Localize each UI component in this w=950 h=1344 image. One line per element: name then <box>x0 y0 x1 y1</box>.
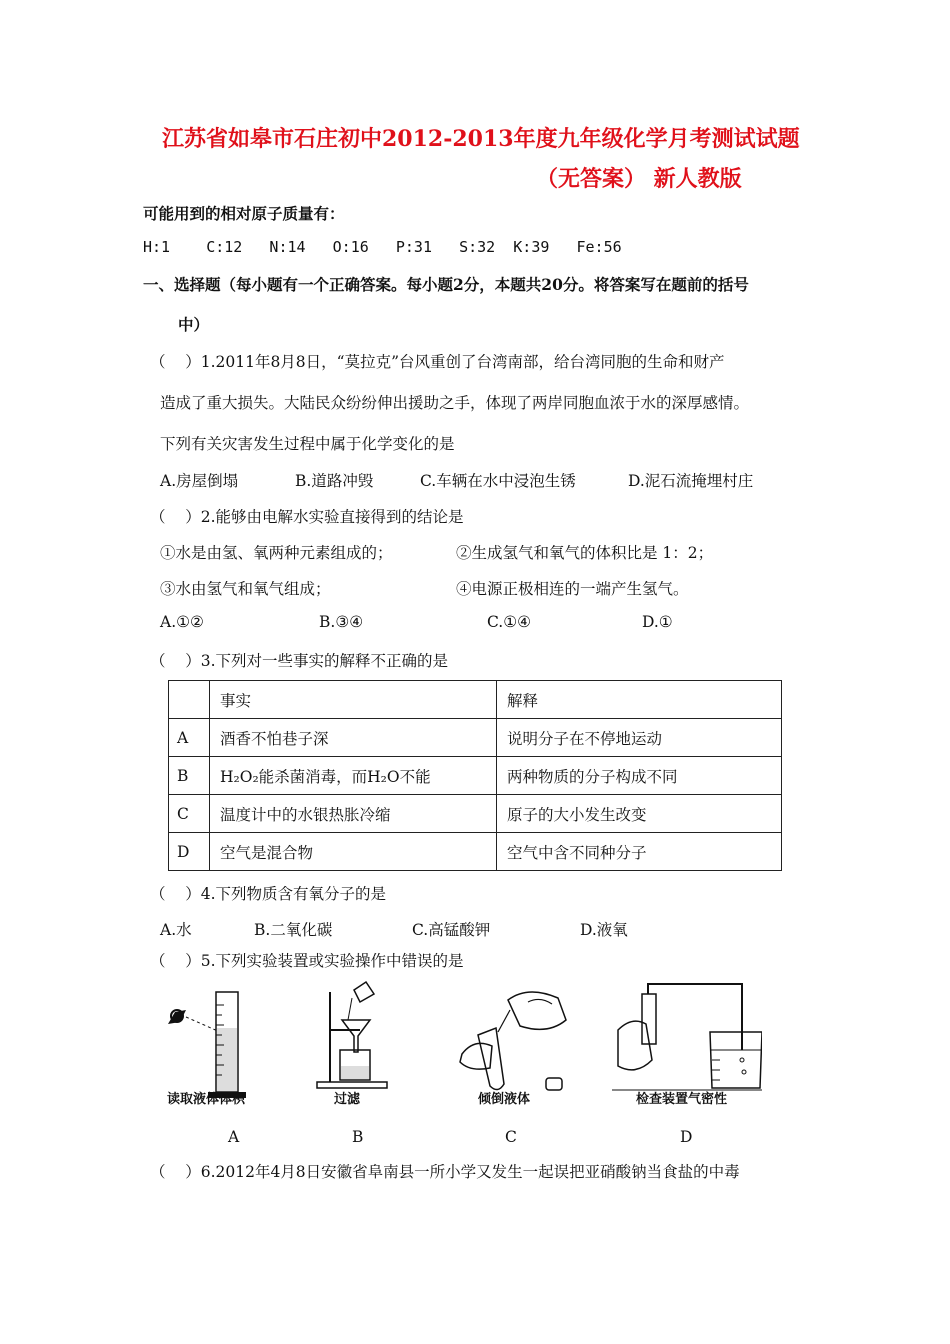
question-3-stem: （ ）3.下列对一些事实的解释不正确的是 <box>150 652 448 670</box>
question-2-statement-2: ②生成氢气和氧气的体积比是 1：2； <box>456 544 714 562</box>
figure-c-letter: C <box>505 1128 517 1146</box>
table-cell: B <box>169 757 210 795</box>
table-row <box>169 757 782 795</box>
table-cell: C <box>169 795 210 833</box>
table-cell: 酒香不怕巷子深 <box>210 719 497 757</box>
question-1-line1: （ ）1.2011年8月8日，“莫拉克”台风重创了台湾南部，给台湾同胞的生命和财产 <box>150 353 725 371</box>
section-heading-cont: 中） <box>178 315 210 334</box>
table-row <box>169 719 782 757</box>
question-1-line3: 下列有关灾害发生过程中属于化学变化的是 <box>160 435 455 453</box>
table-cell: D <box>169 833 210 871</box>
figure-a-caption: 读取液体体积 <box>167 1092 246 1107</box>
question-2-statement-3: ③水由氢气和氧气组成； <box>160 580 331 598</box>
question-1-option-c: C.车辆在水中浸泡生锈 <box>420 472 576 490</box>
question-4-option-b: B.二氧化碳 <box>254 921 333 939</box>
figure-c-caption: 倾倒液体 <box>478 1092 531 1107</box>
figure-a-letter: A <box>228 1128 240 1146</box>
document-title-line1: 江苏省如皋市石庄初中2012-2013年度九年级化学月考测试试题 <box>162 126 800 152</box>
table-cell: A <box>169 719 210 757</box>
table-cell: 两种物质的分子构成不同 <box>497 757 782 795</box>
question-1-option-b: B.道路冲毁 <box>295 472 374 490</box>
atomic-mass-values: H:1 C:12 N:14 O:16 P:31 S:32 K:39 Fe:56 <box>143 238 622 256</box>
table-cell: H₂O₂能杀菌消毒，而H₂O不能 <box>210 757 497 795</box>
table-header-cell <box>169 681 210 719</box>
question-1-option-a: A.房屋倒塌 <box>160 472 239 490</box>
figure-b-letter: B <box>352 1128 364 1146</box>
document-title-line2: （无答案） 新人教版 <box>536 166 742 192</box>
table-cell: 原子的大小发生改变 <box>497 795 782 833</box>
section-heading: 一、选择题（每小题有一个正确答案。每小题2分，本题共20分。将答案写在题前的括号 <box>143 275 749 294</box>
table-cell: 空气是混合物 <box>210 833 497 871</box>
question-2-option-c: C.①④ <box>487 613 532 631</box>
atomic-mass-label: 可能用到的相对原子质量有： <box>143 204 345 223</box>
facts-table <box>168 680 782 871</box>
question-4-stem: （ ）4.下列物质含有氧分子的是 <box>150 885 386 903</box>
question-5-stem: （ ）5.下列实验装置或实验操作中错误的是 <box>150 952 464 970</box>
question-6-stem: （ ）6.2012年4月8日安徽省阜南县一所小学又发生一起误把亚硝酸钠当食盐的中毒 <box>150 1163 740 1181</box>
question-2-statement-4: ④电源正极相连的一端产生氢气。 <box>456 580 689 598</box>
table-header-cell: 事实 <box>210 681 497 719</box>
table-cell: 空气中含不同种分子 <box>497 833 782 871</box>
question-2-stem: （ ）2.能够由电解水实验直接得到的结论是 <box>150 508 464 526</box>
table-cell: 温度计中的水银热胀冷缩 <box>210 795 497 833</box>
table-header-row <box>169 681 782 719</box>
figure-d-caption: 检查装置气密性 <box>636 1092 728 1107</box>
figure-b-caption: 过滤 <box>334 1092 361 1107</box>
question-4-option-a: A.水 <box>160 921 192 939</box>
table-cell: 说明分子在不停地运动 <box>497 719 782 757</box>
question-2-option-b: B.③④ <box>319 613 364 631</box>
table-row <box>169 833 782 871</box>
question-2-statement-1: ①水是由氢、氧两种元素组成的； <box>160 544 393 562</box>
table-row <box>169 795 782 833</box>
question-2-option-d: D.① <box>642 613 673 631</box>
question-4-option-d: D.液氧 <box>580 921 628 939</box>
question-4-option-c: C.高锰酸钾 <box>412 921 491 939</box>
table-header-cell: 解释 <box>497 681 782 719</box>
question-2-option-a: A.①② <box>160 613 204 631</box>
figure-d-letter: D <box>680 1128 693 1146</box>
question-1-line2: 造成了重大损失。大陆民众纷纷伸出援助之手，体现了两岸同胞血浓于水的深厚感情。 <box>160 394 750 412</box>
question-1-option-d: D.泥石流掩埋村庄 <box>628 472 754 490</box>
